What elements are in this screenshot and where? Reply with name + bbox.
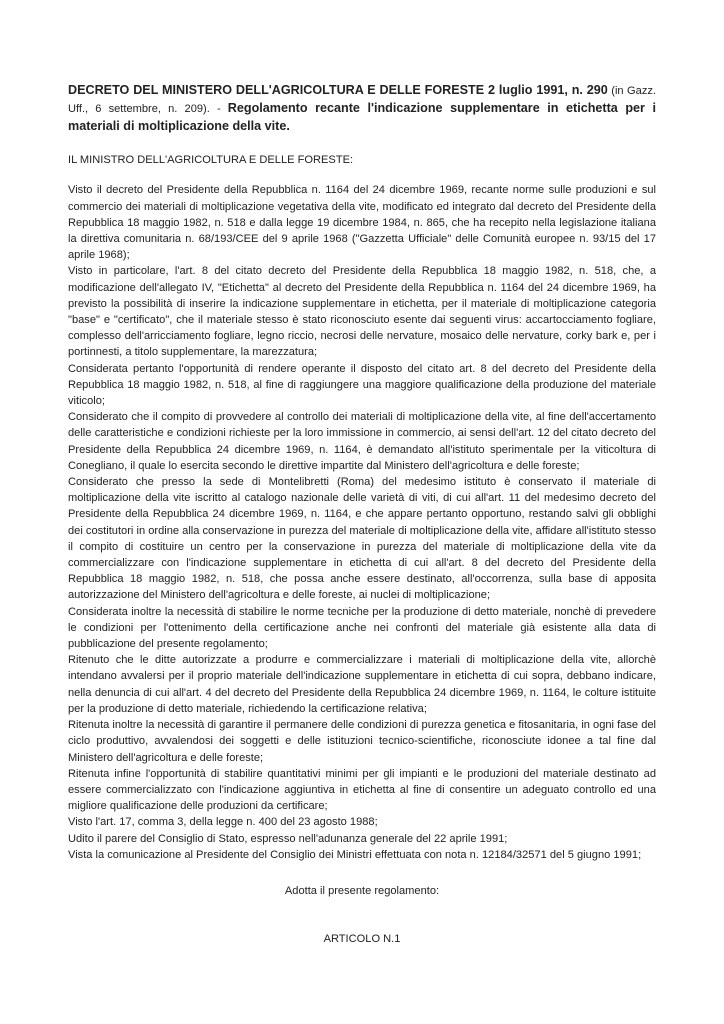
preamble-paragraph: Considerato che presso la sede di Montelibretti (Roma) del medesimo istituto è conservato il materiale di moltiplicazione della vite iscritto al catalogo nazionale delle varietà di viti, di cui all'art. 11 del medesimo decreto del Presidente della Repubblica 24 dicembre 1969, n. 1164, e che appare pertanto opportuno, restando salvi gli obblighi dei costitutori in ordine alla conservazione in purezza del materiale di moltiplicazione della vite, affidare all'istituto stesso il compito di costituire un centro per la conservazione in purezza del materiale di moltiplicazione della vite da commercializzare con l'indicazione supplementare in etichetta di cui all'art. 8 del decreto del Presidente della Repubblica 18 maggio 1982, n. 518, che possa anche essere destinato, all'occorrenza, sulla base di apposita autorizzazione del Ministero dell'agricoltura e delle foreste, ai nuclei di moltiplicazione; — [68, 476, 656, 602]
preamble-paragraph: Visto il decreto del Presidente della Repubblica n. 1164 del 24 dicembre 1969, recante norme sulle produzioni e sul commercio dei materiali di moltiplicazione vegetativa della vite, modificato ed integrato dal decreto del Presidente della Repubblica 18 maggio 1982, n. 518 e dalla legge 19 dicembre 1984, n. 865, che ha recepito nella legislazione italiana la direttiva comunitaria n. 68/193/CEE del 9 aprile 1968 ("Gazzetta Ufficiale" delle Comunità europee n. 93/15 del 17 aprile 1968); — [68, 184, 656, 262]
preamble-paragraph: Udito il parere del Consiglio di Stato, espresso nell'adunanza generale del 22 aprile 1991; — [68, 832, 508, 845]
preamble-paragraph: Considerato che il compito di provvedere al controllo dei materiali di moltiplicazione della vite, al fine dell'accertamento delle caratteristiche e condizioni richieste per la loro immissione in commercio, ai sensi dell'art. 12 del citato decreto del Presidente della Repubblica 24 dicembre 1969, n. 1164, è demandato all'istituto sperimentale per la viticoltura di Conegliano, il quale lo esercita secondo le direttive impartite dal Ministero dell'agricoltura e delle foreste; — [68, 411, 656, 472]
gazette-reference: (in Gazz. Uff., 6 settembre, n. 209). - — [68, 85, 657, 115]
preamble-paragraph: Considerata pertanto l'opportunità di rendere operante il disposto del citato art. 8 del decreto del Presidente della Repubblica 18 maggio 1982, n. 518, al fine di raggiungere una maggiore qualificazione della produzione del materiale viticolo; — [68, 362, 656, 408]
preamble-paragraph: Ritenuta infine l'opportunità di stabilire quantitativi minimi per gli impianti e le produzioni del materiale destinato ad essere commercializzato con l'indicazione aggiuntiva in etichetta al fine di consentire un adeguato controllo ed una migliore qualificazione delle produzioni da certificare; — [68, 767, 656, 813]
minister-heading: IL MINISTRO DELL'AGRICOLTURA E DELLE FORESTE: — [68, 154, 354, 167]
preamble-paragraph: Visto l'art. 17, comma 3, della legge n. 400 del 23 agosto 1988; — [68, 816, 378, 829]
preamble-paragraph: Vista la comunicazione al Presidente del Consiglio dei Ministri effettuata con nota n. 12184/32571 del 5 giugno 1991; — [68, 848, 642, 861]
preamble-body — [68, 182, 656, 863]
adoption-statement: Adotta il presente regolamento: — [284, 884, 440, 897]
decree-title: DECRETO DEL MINISTERO DELL'AGRICOLTURA E DELLE FORESTE 2 luglio 1991, n. 290 — [68, 83, 608, 97]
preamble-paragraph: Ritenuta inoltre la necessità di garantire il permanere delle condizioni di purezza genetica e fitosanitaria, in ogni fase del ciclo produttivo, avvalendosi dei soggetti e delle istituzioni tecnico-scientifiche, riconosciute idonee a tal fine dal Ministero dell'agricoltura e delle foreste; — [68, 719, 656, 764]
document-title — [68, 82, 656, 134]
preamble-paragraph: Visto in particolare, l'art. 8 del citato decreto del Presidente della Repubblica 18 maggio 1982, n. 518, che, a modificazione dell'allegato IV, "Etichetta" al decreto del Presidente della Repubblica n. 1164 del 24 dicembre 1969, ha previsto la possibilità di inserire la indicazione supplementare in etichetta, per il materiale di moltiplicazione categoria "base" e "certificato", che il materiale stesso è stato riconosciuto esente dai seguenti virus: accartocciamento fogliare, complesso dell'arricciamento fogliare, legno riccio, necrosi delle nervature, mosaico delle nervature, corky bark e, per i portinnesti, a titolo supplementare, la marezzatura; — [68, 265, 656, 359]
preamble-paragraph: Ritenuto che le ditte autorizzate a produrre e commercializzare i materiali di moltiplicazione della vite, allorchè intendano avvalersi per il proprio materiale dell'indicazione supplementare in etichetta di cui sopra, debbano indicare, nella denuncia di cui all'art. 4 del decreto del Presidente della Repubblica 24 dicembre 1969, n. 1164, le colture istituite per la produzione di detto materiale, richiedendo la certificazione relativa; — [68, 654, 656, 715]
preamble-paragraph: Considerata inoltre la necessità di stabilire le norme tecniche per la produzione di detto materiale, nonchè di prevedere le condizioni per l'ottenimento della certificazione anche nei confronti del materiale già esistente alla data di pubblicazione del presente regolamento; — [68, 605, 656, 651]
article-heading: ARTICOLO N.1 — [323, 932, 401, 945]
regulation-subtitle: Regolamento recante l'indicazione supplementare in etichetta per i materiali di moltiplicazione della vite. — [68, 100, 656, 133]
